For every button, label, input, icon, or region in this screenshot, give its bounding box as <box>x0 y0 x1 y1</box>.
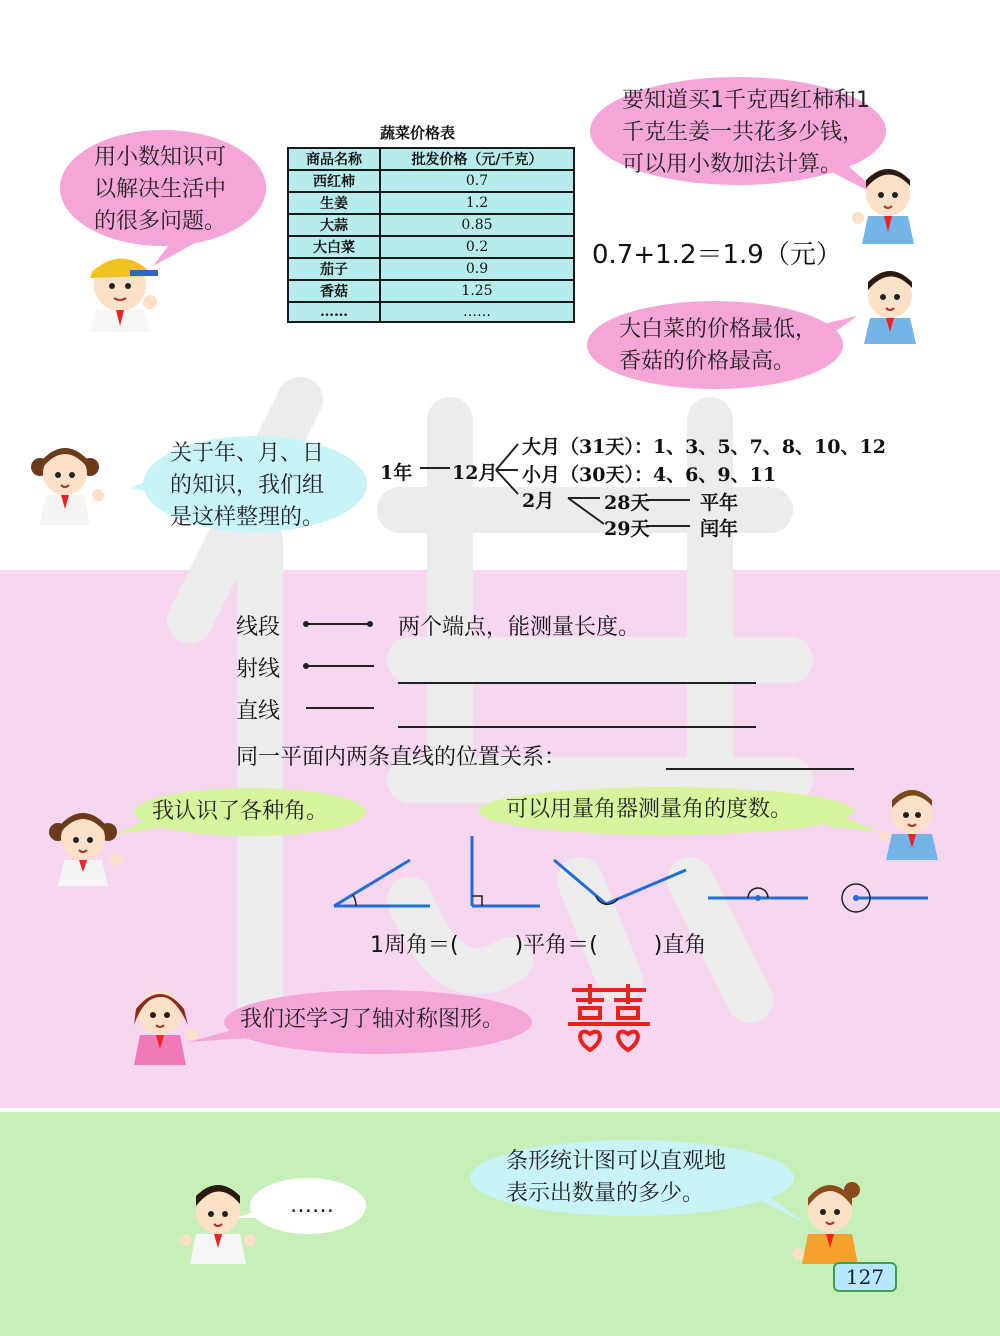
table-header-cell: 批发价格（元/千克） <box>380 148 574 170</box>
page-number: 127 <box>833 1262 897 1292</box>
bubble-text: …… <box>290 1193 334 1218</box>
acute-angle-figure <box>334 860 430 906</box>
segment-description: 两个端点，能测量长度。 <box>398 615 641 640</box>
speech-bubble-bar-chart <box>466 1138 808 1222</box>
angle-figures <box>330 830 930 914</box>
bubble-text: 条形统计图可以直观地 表示出数量的多少。 <box>506 1149 727 1206</box>
table-cell: 1.2 <box>380 192 574 214</box>
table-cell: 0.2 <box>380 236 574 258</box>
segment-figure <box>302 616 374 632</box>
table-caption: 蔬菜价格表 <box>380 124 456 142</box>
table-row <box>288 258 574 280</box>
table-cell: 香菇 <box>288 280 380 302</box>
bubble-text: 用小数知识可 以解决生活中 的很多问题。 <box>94 145 227 234</box>
full-angle-figure <box>842 884 928 912</box>
double-happiness-symbol <box>566 984 652 1054</box>
girl-illustration <box>790 1180 870 1264</box>
angle-relation-part1: 1周角＝( <box>370 933 459 958</box>
table-cell: …… <box>288 302 380 322</box>
table-row <box>288 302 574 322</box>
bubble-text: 我认识了各种角。 <box>152 799 329 824</box>
tree-common-year: 平年 <box>700 492 739 514</box>
boy-with-cap-illustration <box>80 250 190 332</box>
bubble-text: 要知道买1千克西红柿和1 千克生姜一共花多少钱， 可以用小数加法计算。 <box>622 88 870 177</box>
angle-relation-part2: )平角＝( <box>514 933 598 958</box>
tree-big-month: 大月（31天）：1、3、5、7、8、10、12 <box>522 436 886 458</box>
tree-feb: 2月 <box>522 490 555 512</box>
boy-illustration <box>856 270 926 344</box>
table-cell: 0.85 <box>380 214 574 236</box>
equation-text: 0.7+1.2＝1.9（元） <box>592 240 842 270</box>
tree-small-month: 小月（30天）：4、6、9、11 <box>522 464 777 486</box>
table-cell: 生姜 <box>288 192 380 214</box>
table-cell: 茄子 <box>288 258 380 280</box>
girl-illustration <box>30 445 110 525</box>
table-cell: 0.9 <box>380 258 574 280</box>
table-row <box>288 236 574 258</box>
calendar-tree <box>378 430 918 542</box>
table-header-row <box>288 148 574 170</box>
right-angle-figure <box>472 836 540 906</box>
speech-bubble-decimal-use <box>58 128 268 253</box>
table-cell: 大蒜 <box>288 214 380 236</box>
relation-text: 同一平面内两条直线的位置关系： <box>236 745 567 770</box>
bubble-text: 关于年、月、日 的知识，我们组 是这样整理的。 <box>170 441 325 530</box>
table-cell: 大白菜 <box>288 236 380 258</box>
bubble-text: 可以用量角器测量角的度数。 <box>506 797 793 822</box>
speech-bubble-symmetry <box>188 988 538 1058</box>
line-figure <box>302 700 374 716</box>
segment-label: 线段 <box>236 615 281 640</box>
table-row <box>288 214 574 236</box>
table-row <box>288 170 574 192</box>
tree-root-month: 12月 <box>452 462 498 484</box>
obtuse-angle-figure <box>554 860 686 904</box>
angle-relation-part3: )直角 <box>653 933 707 958</box>
bubble-text: 我们还学习了轴对称图形。 <box>240 1007 505 1032</box>
relation-answer-blank[interactable] <box>666 768 854 770</box>
line-label: 直线 <box>236 699 281 724</box>
speech-bubble-min-max <box>585 298 855 393</box>
tree-root-year: 1年 <box>380 462 413 484</box>
table-cell: 西红柿 <box>288 170 380 192</box>
ray-figure <box>302 658 374 674</box>
tree-feb28: 28天 <box>604 492 650 514</box>
speech-bubble-dots <box>236 1176 368 1238</box>
table-row <box>288 192 574 214</box>
price-table <box>287 147 575 323</box>
line-answer-blank[interactable] <box>398 726 756 728</box>
table-cell: 1.25 <box>380 280 574 302</box>
boy-illustration <box>848 168 924 244</box>
table-cell: 0.7 <box>380 170 574 192</box>
table-cell: …… <box>380 302 574 322</box>
tree-feb29: 29天 <box>604 518 650 540</box>
table-header-cell: 商品名称 <box>288 148 380 170</box>
ray-label: 射线 <box>236 657 281 682</box>
straight-angle-figure <box>708 888 808 901</box>
tree-leap-year: 闰年 <box>700 518 739 540</box>
angle-relation <box>370 928 706 959</box>
table-row <box>288 280 574 302</box>
speech-bubble-calendar <box>130 432 370 532</box>
girl-illustration <box>48 810 128 886</box>
ray-answer-blank[interactable] <box>398 682 756 684</box>
bubble-text: 大白菜的价格最低， 香菇的价格最高。 <box>619 317 818 374</box>
